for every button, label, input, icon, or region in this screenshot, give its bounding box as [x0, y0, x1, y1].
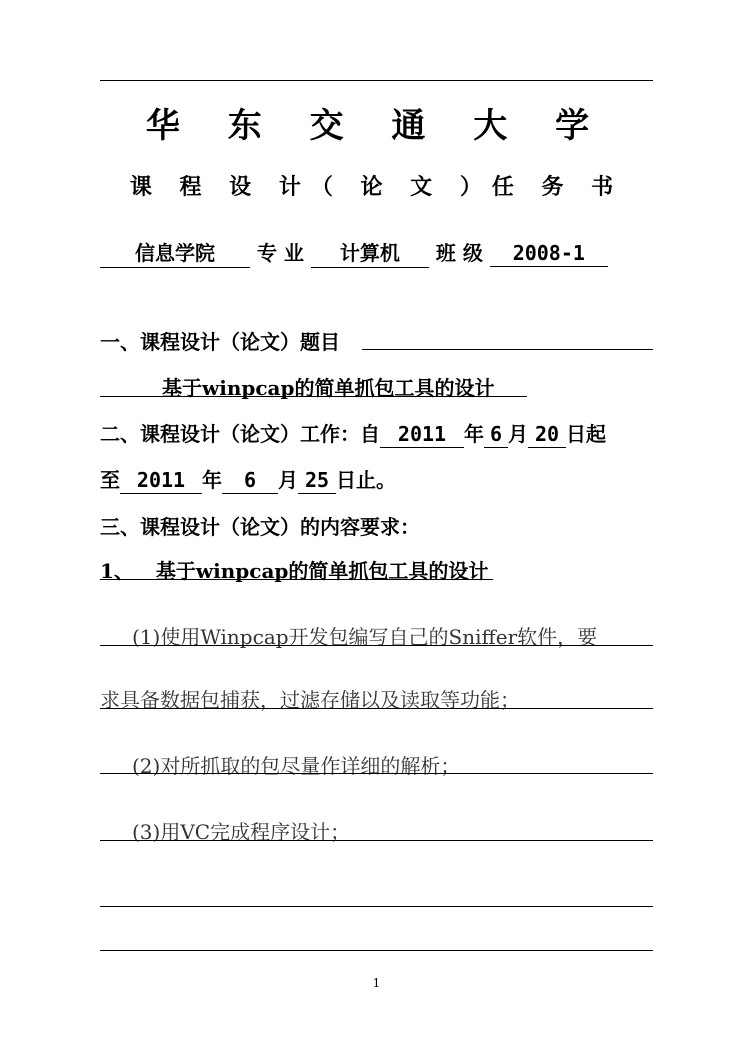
requirement-1b: 求具备数据包捕获，过滤存储以及读取等功能； [100, 688, 520, 712]
req-2-rule [100, 773, 653, 774]
qi-label: 日起 [566, 422, 606, 446]
page-number: 1 [372, 976, 381, 990]
item-number: 1、 [100, 559, 134, 583]
requirement-3: (3)用VC完成程序设计； [132, 820, 351, 844]
requirement-2: (2)对所抓取的包尽量作详细的解析； [132, 754, 461, 778]
major-label: 专 业 [256, 241, 304, 265]
class-value: 2008-1 [490, 241, 608, 267]
zhi-label: 至 [100, 468, 120, 492]
requirement-1a: (1)使用Winpcap开发包编写自己的Sniffer软件，要 [132, 625, 598, 649]
school-value: 信息学院 [100, 237, 250, 268]
section-1-heading-rule [362, 349, 653, 350]
end-month: 6 [222, 468, 278, 494]
req-1b-rule [100, 708, 653, 709]
end-nian-label: 年 [202, 468, 222, 492]
info-line [100, 237, 608, 268]
work-period-line-2 [100, 464, 396, 494]
yue-label: 月 [508, 422, 528, 446]
item-1-rule [100, 579, 493, 580]
start-year: 2011 [380, 422, 464, 448]
req-1a-rule [100, 645, 653, 646]
document-title: 课 程 设 计（ 论 文 ）任 务 书 [129, 174, 624, 200]
major-value: 计算机 [311, 237, 429, 268]
item-title: 基于winpcap的简单抓包工具的设计 [155, 559, 489, 583]
end-year: 2011 [120, 468, 202, 494]
end-suffix: 日止。 [336, 468, 396, 492]
university-title: 华 东 交 通 大 学 [145, 106, 608, 146]
req-3-rule [100, 840, 653, 841]
work-period-line-1 [100, 418, 606, 448]
class-label: 班 级 [435, 241, 483, 265]
blank-rule-2 [100, 950, 653, 951]
end-yue-label: 月 [278, 468, 298, 492]
topic-title: 基于winpcap的简单抓包工具的设计 [162, 376, 495, 400]
section-1-heading: 一、课程设计（论文）题目 [100, 330, 340, 354]
work-period-prefix: 二、课程设计（论文）工作：自 [100, 422, 380, 446]
top-rule [100, 80, 653, 81]
section-3-heading: 三、课程设计（论文）的内容要求： [100, 515, 420, 539]
nian-label: 年 [464, 422, 484, 446]
blank-rule-1 [100, 906, 653, 907]
end-day: 25 [298, 468, 336, 494]
start-day: 20 [528, 422, 566, 448]
start-month: 6 [484, 422, 508, 448]
topic-rule [100, 396, 527, 397]
